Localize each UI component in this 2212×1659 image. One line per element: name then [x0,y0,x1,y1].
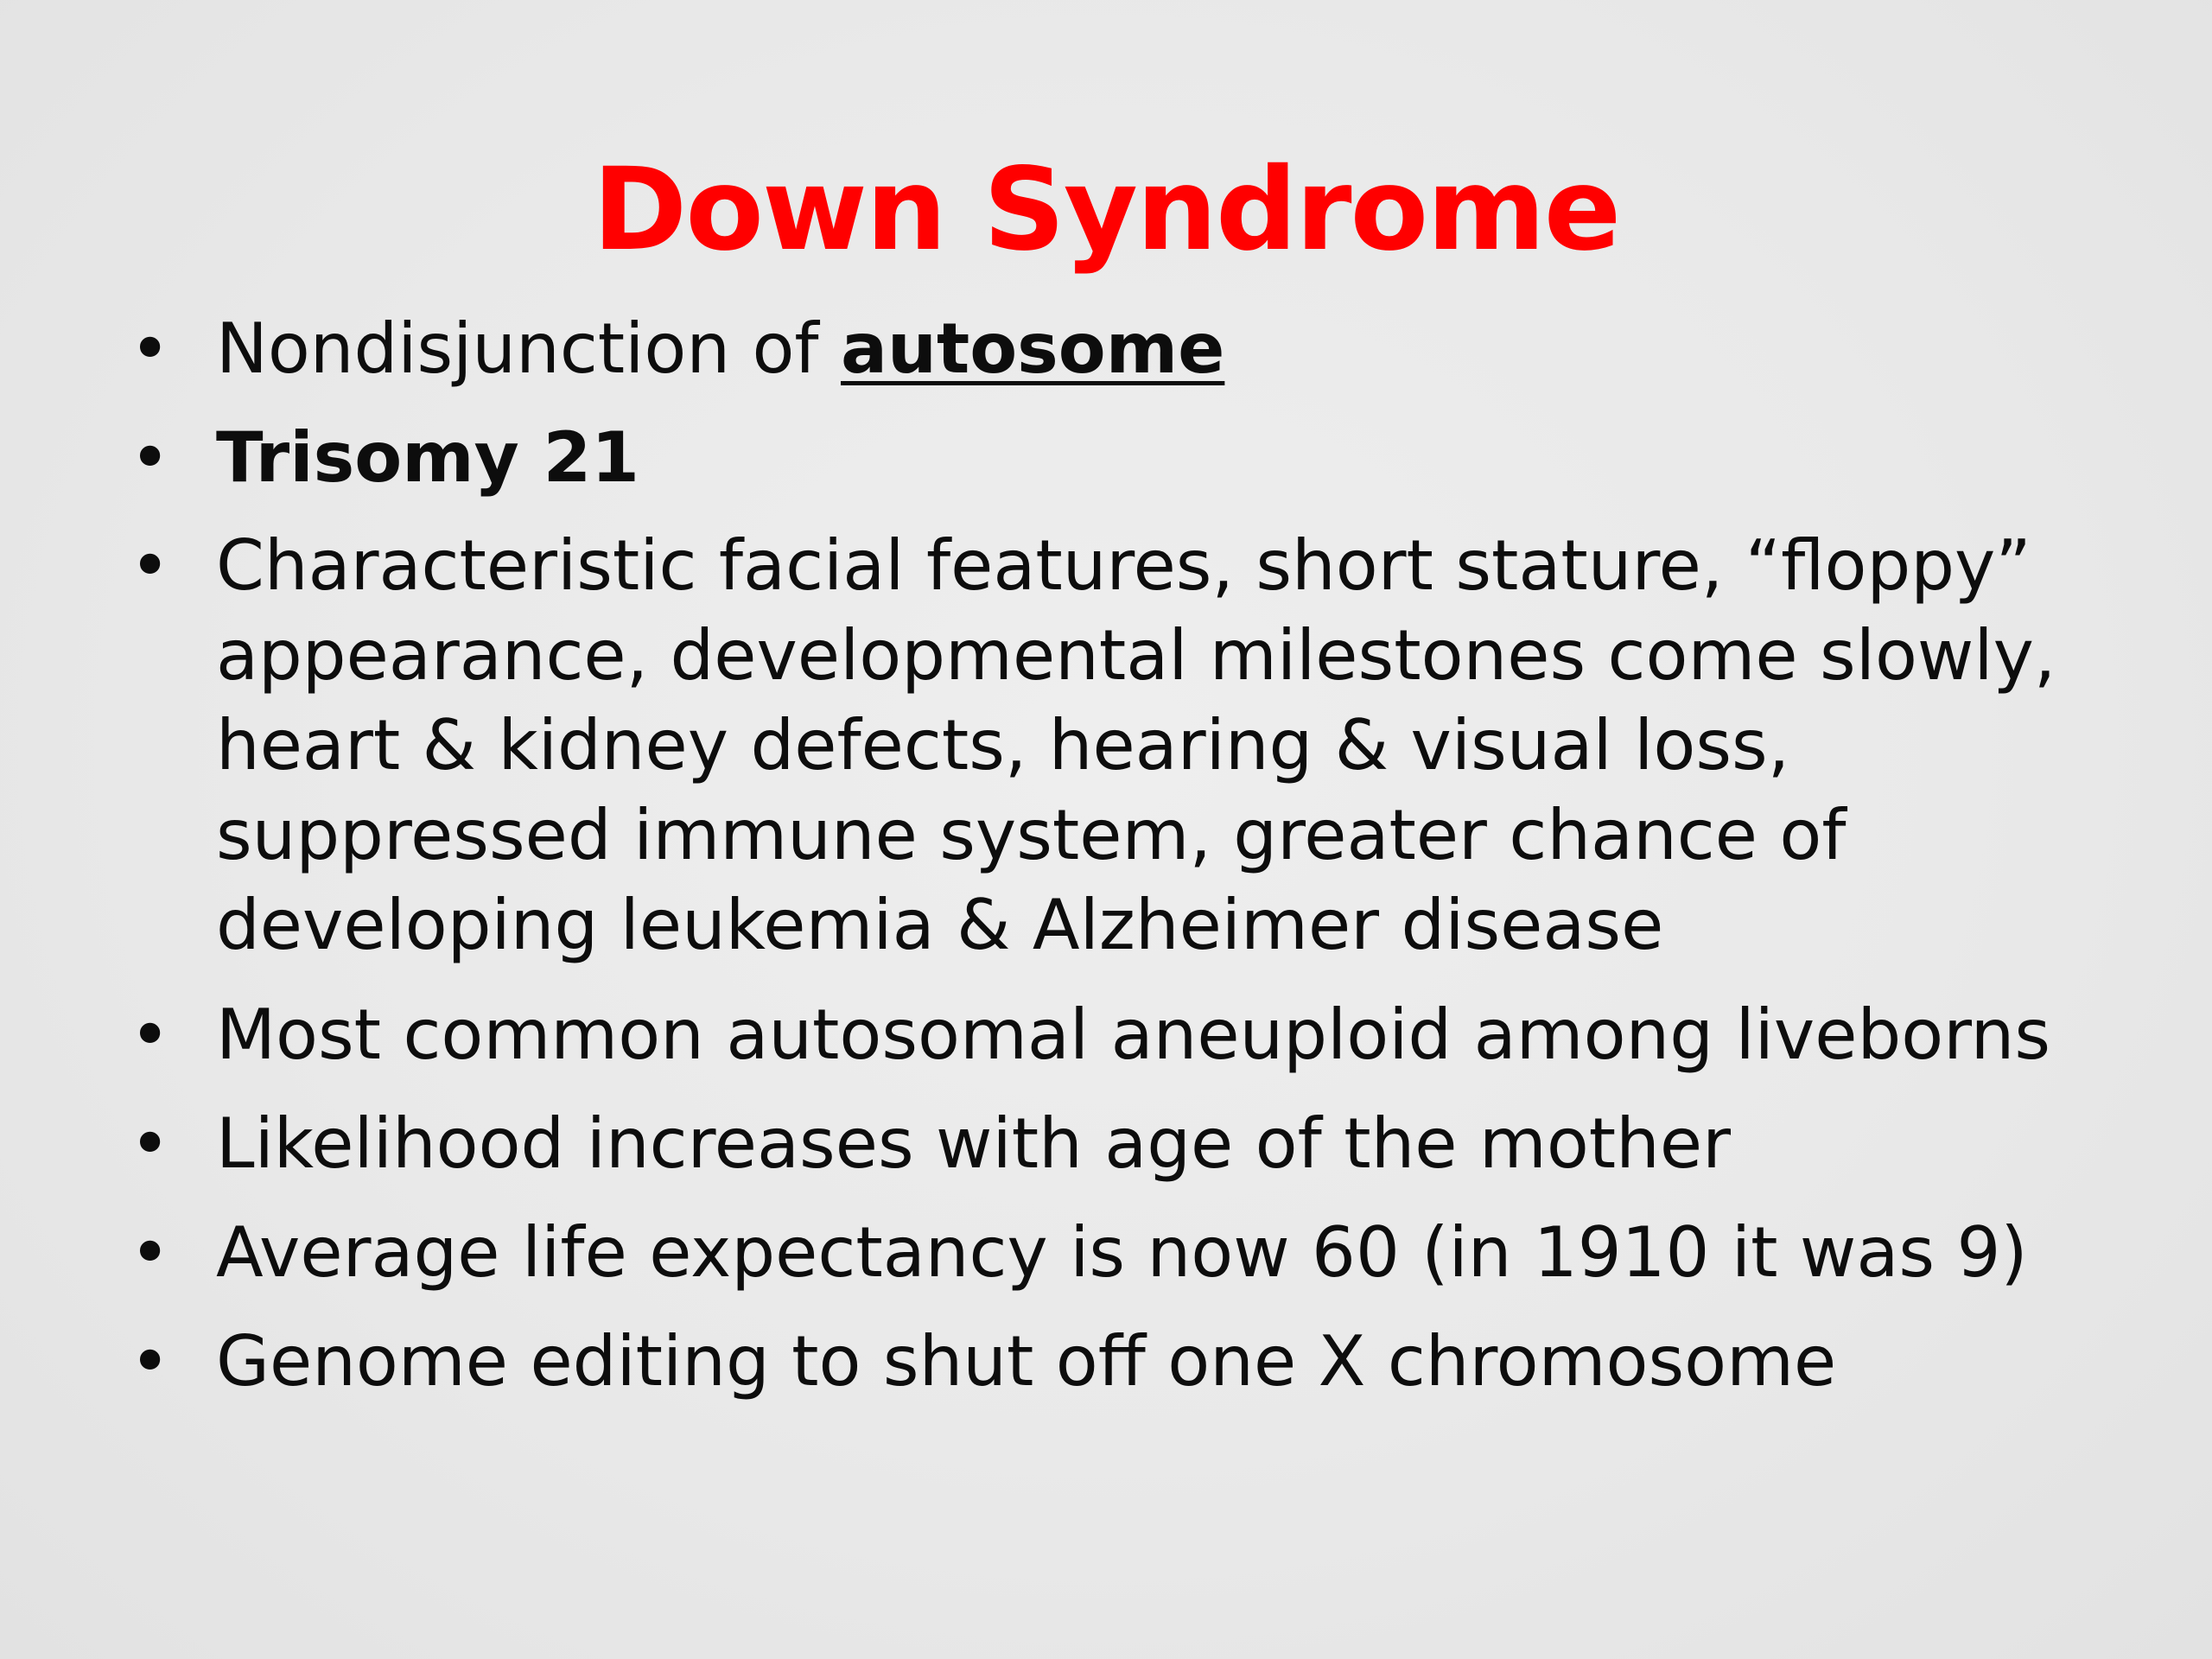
bullet-text: Likelihood increases with age of the mother [216,1103,1731,1184]
bullet-text [216,521,2134,970]
bullet-text-line: appearance, developmental milestones come slowly, [216,615,2056,696]
bullet-text: Genome editing to shut off one X chromosome [216,1321,1837,1402]
bullet-dot: • [130,525,171,606]
bullet-text-line: heart & kidney defects, hearing & visual loss, [216,705,1790,785]
bullet-text-line: developing leukemia & Alzheimer disease [216,885,1664,965]
bullet-dot: • [130,995,171,1075]
slide-title: Down Syndrome [592,143,1620,276]
bullet-dot: • [130,1212,171,1293]
bullet-text-line: suppressed immune system, greater chance of [216,795,1847,875]
bullet-text: Most common autosomal aneuploid among liveborns [216,995,2051,1075]
bullet-text-prefix: Nondisjunction of [216,308,842,389]
bullet-text-line: Characteristic facial features, short stature, “floppy” [216,525,2031,606]
bullet-dot: • [130,1103,171,1184]
bullet-dot: • [130,417,171,498]
bullet-dot: • [130,308,171,389]
bullet-text: Trisomy 21 [216,417,639,498]
bullet-text: Average life expectancy is now 60 (in 1910 it was 9) [216,1212,2028,1293]
bullet-text-emphasis: autosome [841,308,1225,389]
bullet-dot: • [130,1321,171,1402]
bullet-text [216,304,2134,394]
